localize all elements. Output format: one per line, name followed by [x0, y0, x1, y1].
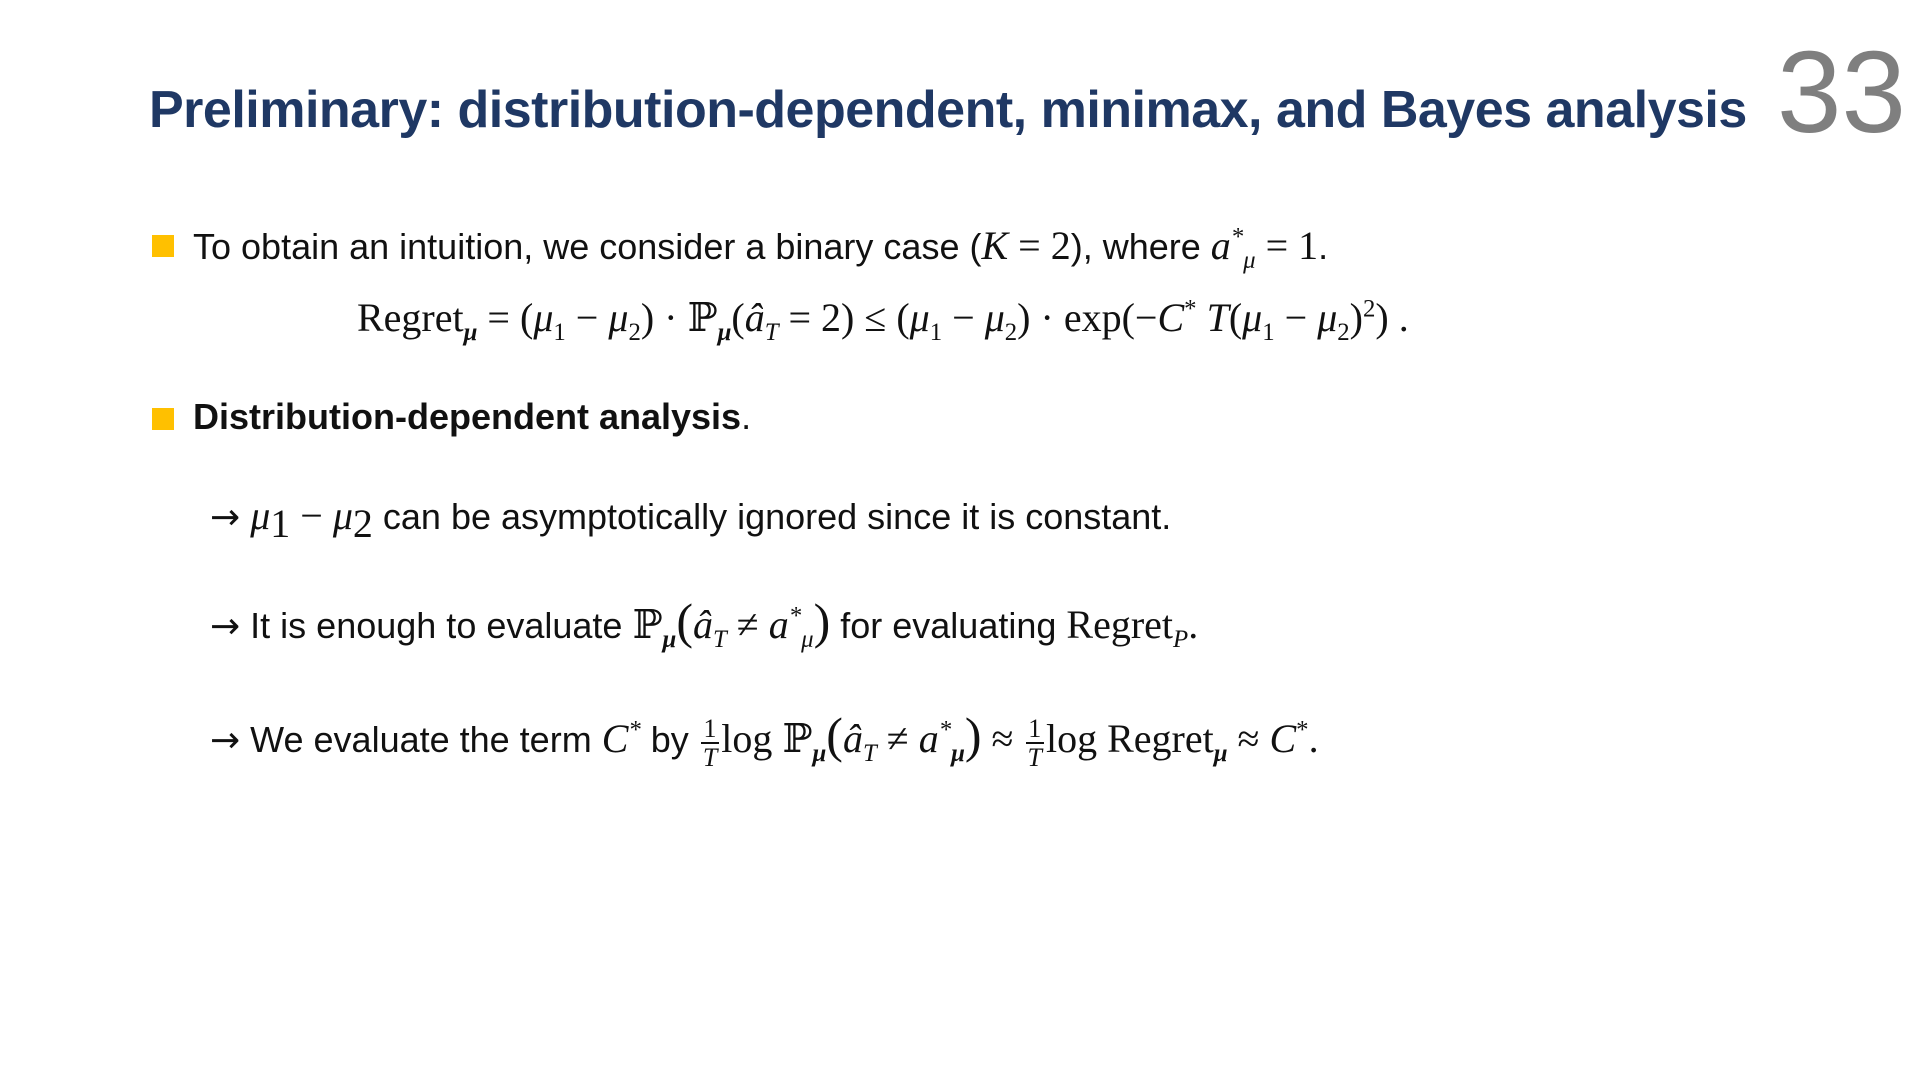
- bullet-square-2: [152, 408, 174, 430]
- arrow-line-3: → We evaluate the term C* by $\frac{1}{T}$ $\log ℙ_\mu(â_T \ne a^*_\mu)$ ≈ $\frac{1}{T}$ log Regret$_\mu$ ≈ C*.: [210, 707, 1319, 772]
- fraction-1-over-T: $\frac{1}{T}$: [702, 713, 718, 772]
- slide-number: 33: [1776, 27, 1906, 157]
- bullet-2-text: Distribution-dependent analysis.: [193, 396, 752, 437]
- arrow-line-2: → It is enough to evaluate $ℙ_\mu(â_T \ne a^*_\mu)$ for evaluating Regret$_P$.: [210, 593, 1199, 653]
- bullet-1-text: To obtain an intuition, we consider a binary case (K = 2), where $a^*_\mu = 1$.: [193, 223, 1329, 274]
- bullet-square-1: [152, 235, 174, 257]
- fraction-1-over-T-2: $\frac{1}{T}$: [1027, 713, 1042, 772]
- regret-equation: Regret$_\mu$ = $(\mu_1 - \mu_2)$ · $ℙ_\mu(â_T = 2) \le (\mu_1 - \mu_2) \cdot \exp(-C^*$ $T(\mu_1 - \mu_2)^2$) .: [357, 295, 1409, 346]
- arrow-line-1: → $\mu_1 - \mu_2$ can be asymptotically ignored since it is constant.: [210, 493, 1172, 547]
- slide-title: Preliminary: distribution-dependent, minimax, and Bayes analysis: [149, 81, 1747, 139]
